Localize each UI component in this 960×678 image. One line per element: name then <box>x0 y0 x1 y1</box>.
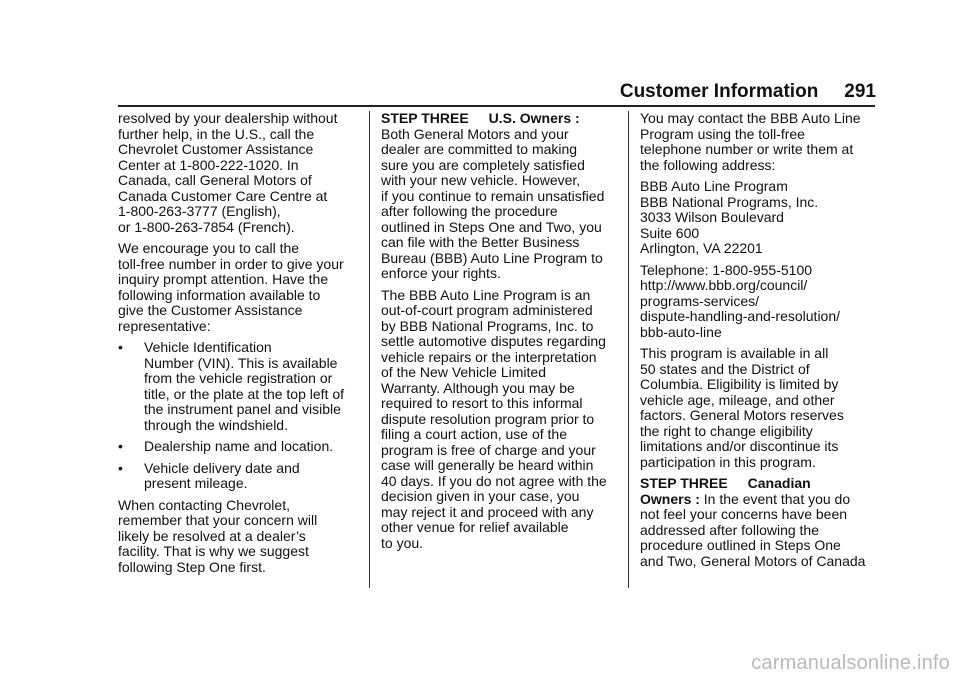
step-label: STEP THREE <box>381 110 469 126</box>
paragraph-text: In the event that you do not feel your concerns have been addressed after following the procedure outlined in Steps One and Two, General Motors of Canada <box>640 490 866 569</box>
paragraph-dealer-help: resolved by your dealership without further help, in the U.S., call the Chevrolet Customer Assistance Center at 1-800-222-1020. In Canada, call General Motors of Canada Customer Care Centre at 1-800-263-3777 (English), or 1-800-263-7854 (French). <box>118 110 338 235</box>
watermark: carmanualsonline.info <box>751 652 950 674</box>
list-item <box>118 340 358 433</box>
contact-block: Telephone: 1-800-955-5100 http://www.bbb.org/council/ programs-services/ dispute-handling-and-resolution/ bbb-auto-line <box>640 261 841 340</box>
audience-label: Canadian <box>747 475 811 491</box>
header-rule <box>118 105 875 107</box>
page-number: 291 <box>844 81 876 102</box>
paragraph-step-three-canada <box>640 476 876 569</box>
bullet-icon: • <box>118 459 123 476</box>
column-left <box>118 111 358 581</box>
address-block: BBB Auto Line Program BBB National Programs, Inc. 3033 Wilson Boulevard Suite 600 Arlington, VA 22201 <box>640 178 819 256</box>
column-divider-1 <box>369 111 370 588</box>
list-item-text: Dealership name and location. <box>144 438 334 454</box>
list-item-text: Vehicle delivery date and present mileage. <box>144 459 300 491</box>
step-heading <box>381 110 580 126</box>
info-list <box>118 340 358 492</box>
paragraph-call-encouragement: We encourage you to call the toll-free number in order to give your inquiry prompt attention. Have the following information available to give the Customer Assistance representative: <box>118 240 344 334</box>
list-item <box>118 461 358 492</box>
audience-label: U.S. Owners : <box>488 110 580 126</box>
paragraph-step-one-advice: When contacting Chevrolet, remember that your concern will likely be resolved at a dealer’s facility. That is why we suggest following Step One first. <box>118 496 318 575</box>
page-header <box>0 81 876 103</box>
bullet-icon: • <box>118 438 123 454</box>
bullet-icon: • <box>118 339 123 355</box>
paragraph-eligibility: This program is available in all 50 states and the District of Columbia. Eligibility is limited by vehicle age, mileage, and other factors. General Motors reserves the right to change eligibility limitations and/or discontinue its participation in this program. <box>640 345 844 470</box>
section-title: Customer Information <box>619 81 819 102</box>
list-item <box>118 439 358 455</box>
paragraph-text: Both General Motors and your dealer are committed to making sure you are completely satisfied with your new vehicle. However, if you continue to remain unsatisfied after following the procedure outlined in Steps One and Two, you can file with the Better Business Bureau (BBB) Auto Line Program to enforce your rights. <box>381 125 605 281</box>
column-divider-2 <box>628 111 629 588</box>
paragraph-step-three-us <box>381 111 621 282</box>
paragraph-bbb-program: The BBB Auto Line Program is an out-of-court program administered by BBB National Programs, Inc. to settle automotive disputes regarding vehicle repairs or the interpretation of the New Vehicle Limited Warranty. Although you may be required to resort to this informal dispute resolution program prior to filing a court action, use of the program is free of charge and your case will generally be heard within 40 days. If you do not agree with the decision given in your case, you may reject it and proceed with any other venue for relief available to you. <box>381 286 607 551</box>
audience-label-cont: Owners : <box>640 490 700 507</box>
list-item-text: Vehicle Identification Number (VIN). This is available from the vehicle registration or title, or the plate at the top left of the instrument panel and visible through the windshield. <box>144 339 345 433</box>
column-middle <box>381 111 621 557</box>
paragraph-contact-bbb: You may contact the BBB Auto Line Program using the toll-free telephone number or write them at the following address: <box>640 110 861 173</box>
step-label: STEP THREE <box>640 475 728 491</box>
column-right <box>640 111 876 575</box>
